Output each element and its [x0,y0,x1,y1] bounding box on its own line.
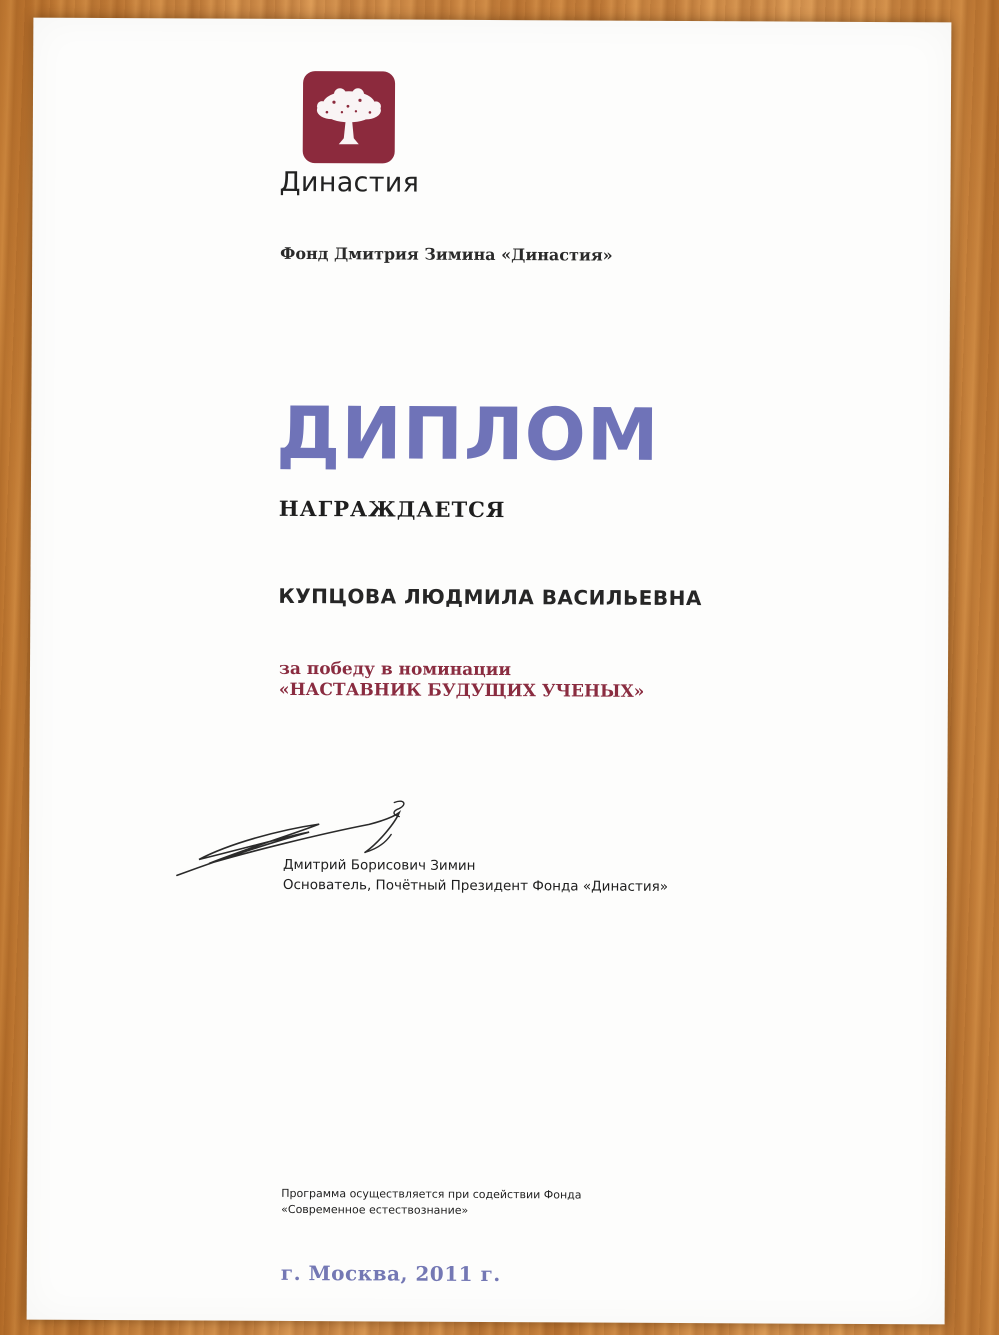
diploma-title: ДИПЛОМ [276,390,660,477]
tree-icon [312,86,386,148]
nomination-title: «НАСТАВНИК БУДУЩИХ УЧЕНЫХ» [278,679,645,702]
dynasty-logo [303,71,395,163]
awarded-label: НАГРАЖДАЕТСЯ [278,495,506,523]
recipient-name: КУПЦОВА ЛЮДМИЛА ВАСИЛЬЕВНА [278,583,702,611]
support-note-line2: «Современное естествознание» [281,1202,469,1217]
logo-wordmark: Династия [279,166,420,199]
foundation-name: Фонд Дмитрия Зимина «Династия» [280,243,613,265]
nomination-intro: за победу в номинации [278,658,512,681]
diploma-sheet [27,18,952,1325]
signer-name: Дмитрий Борисович Зимин [282,856,476,874]
signer-title: Основатель, Почётный Президент Фонда «Династия» [282,876,669,895]
support-note-line1: Программа осуществляется при содействии Фонда [281,1186,582,1202]
place-and-year: г. Москва, 2011 г. [280,1260,501,1287]
